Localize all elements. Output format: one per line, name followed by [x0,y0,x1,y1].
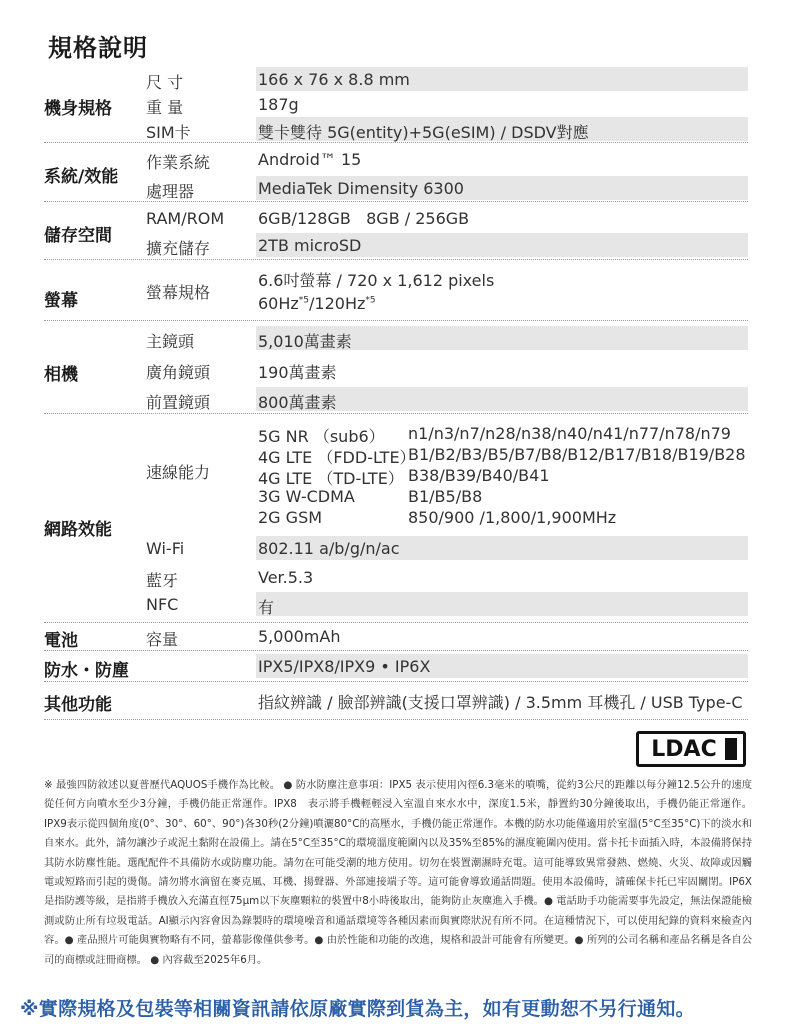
value-expansion: 2TB microSD [258,236,362,255]
label-bluetooth: 藍牙 [146,571,179,590]
label-ram: RAM/ROM [146,209,225,228]
value-nfc: 有 [258,598,275,617]
label-os: 作業系統 [146,153,211,172]
label-front-camera: 前置鏡頭 [146,393,211,412]
value-screen-size: 6.6吋螢幕 / 720 x 1,612 pixels [258,271,495,290]
label-speed: 速線能力 [146,463,211,482]
divider [44,719,748,720]
value-wide-camera: 190萬畫素 [258,363,337,382]
value-sim: 雙卡雙待 5G(entity)+5G(eSIM) / DSDV對應 [258,123,589,142]
category-battery: 電池 [44,631,78,651]
value-main-camera: 5,010萬畫素 [258,332,352,351]
band-tech: 4G LTE （FDD-LTE） [258,448,416,467]
value-weight: 187g [258,95,299,114]
divider [44,622,748,623]
band-tech: 5G NR （sub6） [258,427,385,446]
band-tech: 3G W-CDMA [258,487,355,506]
label-sim: SIM卡 [146,123,191,142]
value-ram: 6GB/128GB 8GB / 256GB [258,209,470,228]
category-storage: 儲存空間 [44,226,112,246]
value-os: Android™ 15 [258,150,362,169]
divider [44,259,748,260]
band-tech: 2G GSM [258,508,323,527]
category-screen: 螢幕 [44,291,78,311]
label-expansion: 擴充儲存 [146,239,211,258]
divider [44,650,748,651]
value-front-camera: 800萬畫素 [258,393,337,412]
value-wifi: 802.11 a/b/g/n/ac [258,539,400,558]
label-cpu: 處理器 [146,182,195,201]
band-list: B38/B39/B40/B41 [408,466,550,485]
category-water-dust: 防水・防塵 [44,661,129,681]
divider [44,681,748,682]
value-bluetooth: Ver.5.3 [258,568,314,587]
category-system: 系統/效能 [44,167,119,187]
category-camera: 相機 [44,365,78,385]
footnotes: ※ 最強四防敘述以夏普歷代AQUOS手機作為比較。 ● 防水防塵注意事項：IPX5 表示使用內徑6.3毫米的噴嘴，從約3公尺的距離以每分鐘12.5公升的速度從任何方向噴水至少3分鐘，手機仍能正常運作。IPX8 表示將手機輕輕浸入室溫自來水水中，深度1.5米，靜置約30分鐘後取出，手機仍能正常運作。IPX9表示從四個角度(0°、30°、60°、90°)各30秒(2分鐘)噴灑80°C的高壓水，手機仍能正常運作。本機的防水功能僅適用於室溫(5°C至35°C)下的淡水和自來水。此外，請勿讓沙子或泥土黏附在設備上。請在5°C至35°C的環境溫度範圍內以及35%至85%的濕度範圍內使用。當卡托卡面插入時，本設備將保持其防水防塵性能。選配配件不具備防水或防塵功能。請勿在可能受潮的地方使用。切勿在裝置潮濕時充電。這可能導致異常發熱、燃燒、火災、故障或因觸電或短路而引起的燙傷。請勿將水滴留在麥克風、耳機、揚聲器、外部連接端子等。這可能會導致通話問題。使用本設備時，請確保卡托已牢固關閉。IP6X 是指防護等級，是指將手機放入充滿直徑75μm以下灰塵顆粒的裝置中8小時後取出，能夠防止灰塵進入手機。● 電話助手功能需要事先設定，無法保證能檢測或防止所有垃圾電話。AI顯示內容會因為錄製時的環境噪音和通話環境等各種因素而與實際狀況有所不同。在這種情況下，可以使用紀錄的資料來檢查內容。● 產品照片可能與實物略有不同，螢幕影像僅供參考。● 由於性能和功能的改進，規格和設計可能會有所變更。● 所列的公司名稱和產品名稱是各自公司的商標或註冊商標。 ● 內容截至2025年6月。 [44,779,763,966]
row-band [256,592,748,616]
band-list: 850/900 /1,800/1,900MHz [408,508,617,527]
label-main-camera: 主鏡頭 [146,332,195,351]
label-battery-capacity: 容量 [146,630,179,649]
category-other: 其他功能 [44,695,112,715]
category-network: 網路效能 [44,520,112,540]
label-nfc: NFC [146,595,179,614]
value-water-dust: IPX5/IPX8/IPX9 • IP6X [258,657,431,676]
value-dimensions: 166 x 76 x 8.8 mm [258,70,410,89]
band-list: B1/B5/B8 [408,487,483,506]
band-list: B1/B2/B3/B5/B7/B8/B12/B17/B18/B19/B28 [408,445,746,464]
value-other: 指紋辨識 / 臉部辨識(支援口罩辨識) / 3.5mm 耳機孔 / USB Type-C [258,693,743,712]
page-title: 規格說明 [48,34,148,62]
band-tech: 4G LTE （TD-LTE） [258,469,404,488]
ldac-logo: LDAC [636,731,746,767]
value-battery-capacity: 5,000mAh [258,627,341,646]
label-wifi: Wi-Fi [146,539,185,558]
divider [44,413,748,414]
label-dimensions: 尺 寸 [146,73,184,92]
band-list: n1/n3/n7/n28/n38/n40/n41/n77/n78/n79 [408,424,731,443]
label-screen-spec: 螢幕規格 [146,283,211,302]
label-weight: 重 量 [146,98,184,117]
value-refresh-rate: 60Hz$^{*5}$/120Hz$^{*5}$ [258,294,376,313]
divider [44,320,748,321]
value-cpu: MediaTek Dimensity 6300 [258,179,464,198]
disclaimer: ※實際規格及包裝等相關資訊請依原廠實際到貨為主，如有更動恕不另行通知。 [20,998,695,1020]
category-body: 機身規格 [44,99,112,119]
label-wide-camera: 廣角鏡頭 [146,363,211,382]
